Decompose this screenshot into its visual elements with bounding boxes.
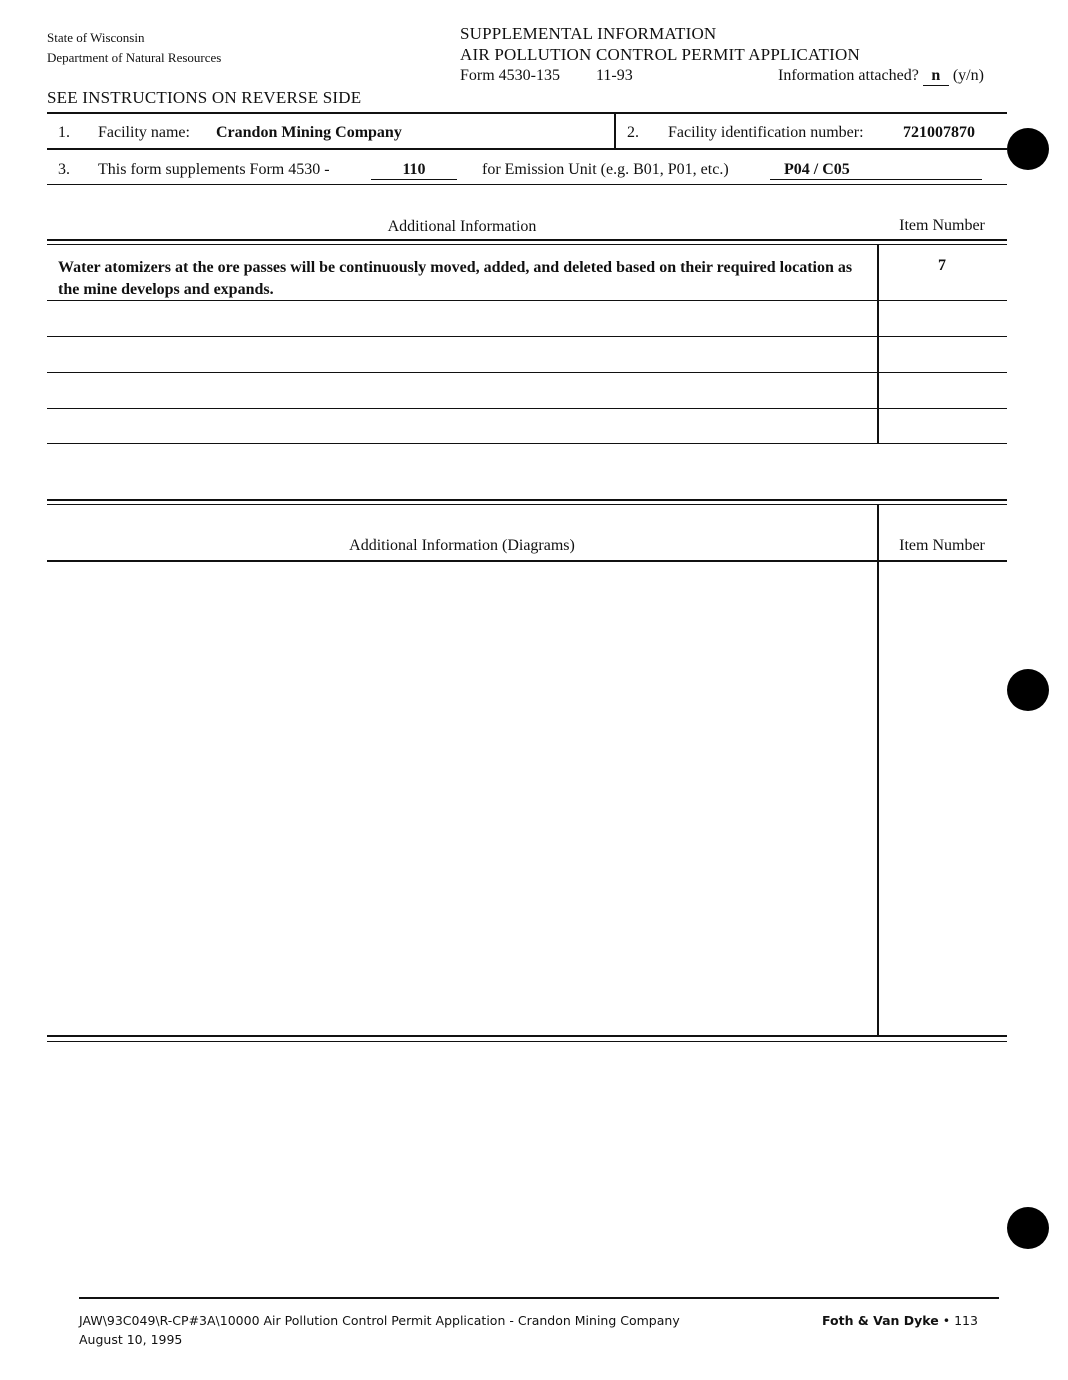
form-title-line2: AIR POLLUTION CONTROL PERMIT APPLICATION [460, 45, 860, 64]
punch-hole-icon [1007, 669, 1049, 711]
divider [47, 504, 1007, 505]
footer-document-path: JAW\93C049\R-CP#3A\10000 Air Pollution Control Permit Application - Crandon Mining Company [79, 1313, 680, 1328]
facility-name-label: Facility name: [98, 124, 190, 141]
form-title-line1: SUPPLEMENTAL INFORMATION [460, 24, 717, 43]
additional-info-row-2-text[interactable] [58, 306, 863, 332]
info-attached [778, 67, 984, 86]
footer-divider [79, 1297, 999, 1299]
footer-page-info [822, 1313, 978, 1328]
divider [47, 239, 1007, 241]
divider [47, 560, 1007, 562]
additional-info-row-1-item[interactable]: 7 [938, 257, 946, 274]
diagrams-item-number-header: Item Number [899, 537, 985, 554]
footer-bullet: • [942, 1313, 951, 1328]
field-number: 1. [58, 124, 70, 141]
field-number: 2. [627, 124, 639, 141]
facility-id-field[interactable]: 721007870 [903, 124, 975, 141]
info-attached-label: Information attached? [778, 67, 919, 84]
table-row [47, 372, 1007, 373]
divider [47, 244, 1007, 245]
supplements-label: This form supplements Form 4530 - [98, 161, 330, 178]
field-number: 3. [58, 161, 70, 178]
diagrams-item-area[interactable] [881, 566, 1005, 1032]
divider [877, 505, 879, 1035]
emission-unit-value: P04 / C05 [770, 161, 982, 180]
emission-unit-label: for Emission Unit (e.g. B01, P01, etc.) [482, 161, 729, 178]
table-row [47, 300, 1007, 301]
supplements-form-value: 110 [371, 161, 457, 180]
footer-company: Foth & Van Dyke [822, 1313, 939, 1328]
instructions-note: SEE INSTRUCTIONS ON REVERSE SIDE [47, 88, 362, 107]
diagrams-area[interactable] [50, 566, 874, 1032]
additional-info-row-4-text[interactable] [58, 378, 863, 404]
additional-info-row-1-text[interactable]: Water atomizers at the ore passes will be continuously moved, added, and deleted based on their required location as the mine develops and expands. [58, 259, 853, 298]
divider [47, 148, 1007, 150]
facility-name-field[interactable]: Crandon Mining Company [216, 124, 402, 141]
form-date: 11-93 [596, 67, 633, 84]
emission-unit-field[interactable] [770, 161, 982, 180]
item-number-header: Item Number [899, 217, 985, 234]
divider [47, 112, 1007, 114]
agency-department: Department of Natural Resources [47, 50, 222, 65]
additional-info-header: Additional Information [387, 218, 537, 235]
diagrams-header: Additional Information (Diagrams) [349, 537, 575, 554]
punch-hole-icon [1007, 128, 1049, 170]
form-number: Form 4530-135 [460, 67, 560, 84]
table-row [47, 443, 1007, 444]
footer-date: August 10, 1995 [79, 1332, 183, 1347]
table-row [47, 408, 1007, 409]
footer-page-number: 113 [954, 1313, 978, 1328]
divider [47, 1035, 1007, 1037]
facility-id-label: Facility identification number: [668, 124, 864, 141]
info-attached-hint: (y/n) [952, 67, 984, 84]
divider [614, 113, 616, 149]
punch-hole-icon [1007, 1207, 1049, 1249]
supplements-form-field[interactable] [371, 161, 457, 180]
agency-state: State of Wisconsin [47, 30, 145, 45]
additional-info-row-5-text[interactable] [58, 414, 863, 440]
divider [47, 1041, 1007, 1042]
divider [47, 499, 1007, 501]
table-row [47, 336, 1007, 337]
divider [47, 184, 1007, 185]
info-attached-field[interactable]: n [923, 67, 949, 86]
additional-info-row-3-text[interactable] [58, 342, 863, 368]
